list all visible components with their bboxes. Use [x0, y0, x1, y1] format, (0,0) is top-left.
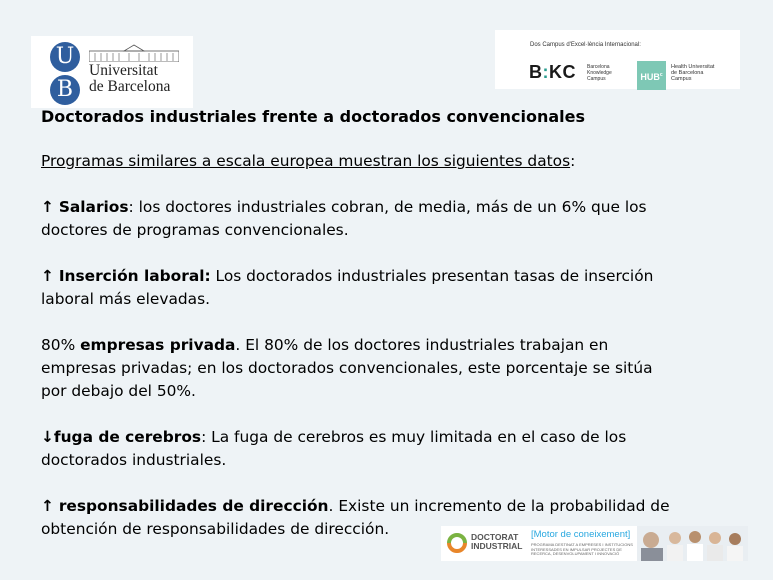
ub-logo-b: B	[50, 75, 80, 105]
slide-subtitle-line	[41, 150, 681, 173]
item-separator: :	[201, 428, 207, 446]
motor-de-coneixement-tagline: [Motor de coneixement]	[531, 529, 631, 540]
doctorat-industrial-banner	[441, 526, 748, 561]
list-item-fuga-de-cerebros	[41, 426, 681, 472]
ub-logo-name: Universitat de Barcelona	[89, 62, 171, 95]
item-separator: .	[328, 497, 334, 515]
item-text: Los doctorados industriales presentan tasas de inserción laboral más elevadas.	[41, 267, 654, 308]
item-label: Inserción laboral	[58, 267, 205, 285]
item-label: fuga de cerebros	[53, 428, 202, 446]
item-separator: .	[235, 336, 241, 354]
item-separator: :	[128, 198, 134, 216]
item-text: Existe un incremento de la probabilidad de obtención de responsabilidades de dirección.	[41, 497, 670, 538]
tagline-subtext: PROGRAMA DESTINAT A EMPRESES I INSTITUCIONS INTERESSADES EN IMPULSAR PROJECTES DE RECERCA, DESENVOLUPAMENT I INNOVACIÓ	[531, 542, 633, 556]
hub-logo-mark: HUB$^c$	[637, 61, 666, 90]
bkc-logo-mark: B:KC	[529, 62, 576, 82]
list-item-insercion-laboral	[41, 265, 681, 311]
arrow-up-icon: ↑	[41, 497, 54, 515]
list-item-empresas-privada	[41, 334, 681, 403]
doctorat-industrial-name: DOCTORAT INDUSTRIAL	[471, 532, 523, 551]
item-text: La fuga de cerebros es muy limitada en el caso de los doctorados industriales.	[41, 428, 627, 469]
item-text: El 80% de los doctores industriales trabajan en empresas privadas; en los doctorados convencionales, este porcentaje se sitúa por debajo del 50%.	[41, 336, 653, 400]
slide-subtitle-colon: :	[570, 152, 576, 170]
campus-caption: Dos Campus d'Excel·lència Internacional:	[530, 42, 641, 48]
slide-content	[41, 105, 681, 541]
slide-title: Doctorados industriales frente a doctorados convencionales	[41, 107, 585, 126]
building-icon	[89, 44, 179, 62]
item-prefix: 80%	[41, 336, 81, 354]
team-photo	[637, 526, 748, 561]
item-separator: :	[204, 267, 211, 285]
bkc-logo-text: Barcelona Knowledge Campus	[587, 64, 612, 82]
universitat-de-barcelona-logo	[31, 36, 193, 108]
arrow-up-icon: ↑	[41, 267, 54, 285]
ub-logo-u: U	[50, 42, 80, 72]
item-label: responsabilidades de dirección	[58, 497, 329, 515]
campus-excellence-logos	[495, 30, 740, 89]
item-label: empresas privada	[80, 336, 236, 354]
slide-subtitle: Programas similares a escala europea muestran los siguientes datos	[41, 152, 571, 170]
hub-logo-text: Health Universitat de Barcelona Campus	[671, 64, 715, 82]
arrow-down-icon: ↓	[41, 428, 54, 446]
arrow-up-icon: ↑	[41, 198, 54, 216]
list-item-salarios	[41, 196, 681, 242]
item-label: Salarios	[58, 198, 129, 216]
item-text: los doctores industriales cobran, de media, más de un 6% que los doctores de programas convencionales.	[41, 198, 647, 239]
doctorat-industrial-icon	[446, 532, 468, 554]
